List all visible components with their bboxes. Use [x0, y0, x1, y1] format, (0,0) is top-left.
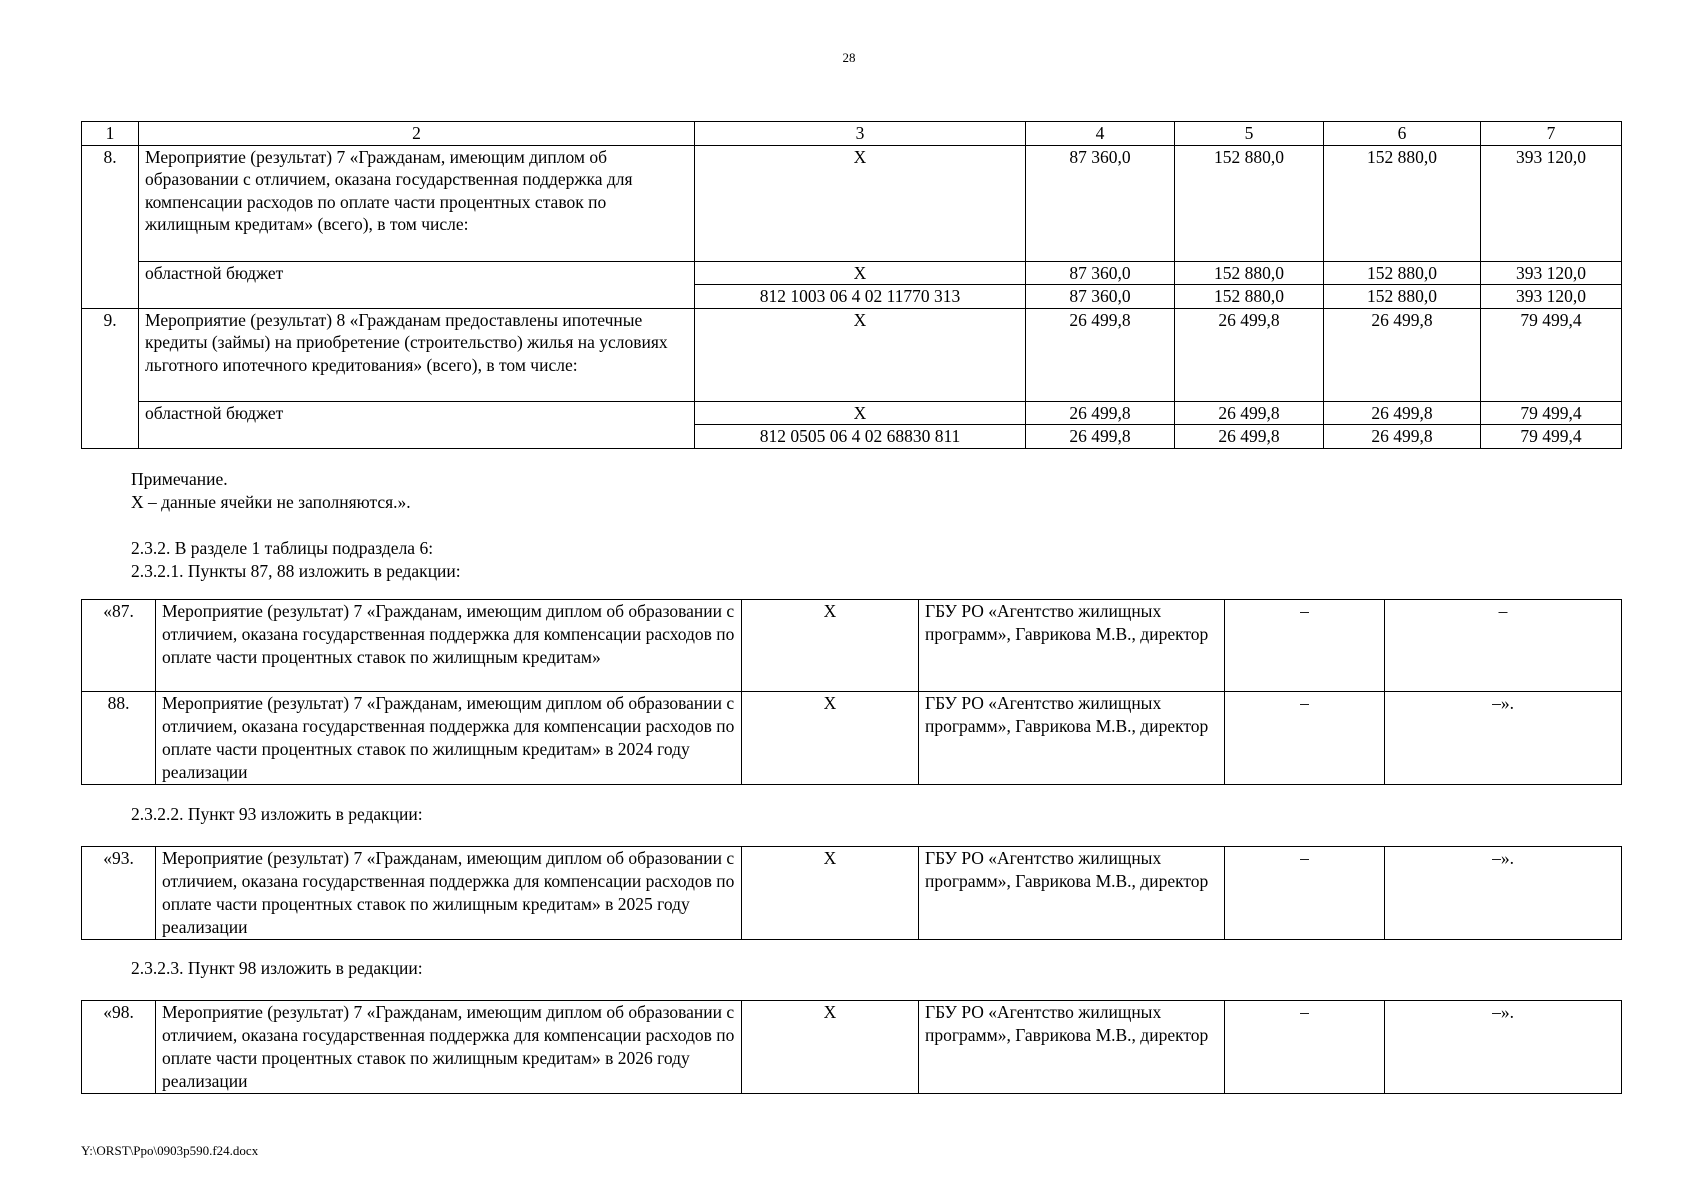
page-number: 28 [842, 50, 856, 65]
value-cell: 152 880,0 [1175, 145, 1324, 261]
header-cell: 2 [139, 122, 695, 146]
responsible-org: ГБУ РО «Агентство жилищных программ», Гаврикова М.В., директор [919, 692, 1225, 785]
paragraph-2-3-2-1: 2.3.2.1. Пункты 87, 88 изложить в редакции: [131, 561, 461, 581]
paragraph-2-3-2: 2.3.2. В разделе 1 таблицы подраздела 6: [131, 538, 434, 558]
row-description: Мероприятие (результат) 7 «Гражданам, имеющим диплом об образовании с отличием, оказана государственная поддержка для компенсации расходов по оплате части процентных ставок по жилищным кредитам» в 2024 году реализации [156, 692, 742, 785]
value-cell: 393 120,0 [1481, 285, 1622, 309]
table-row [82, 145, 1622, 261]
row-description: Мероприятие (результат) 8 «Гражданам предоставлены ипотечные кредиты (займы) на приобретение (строительство) жилья на условиях льготного ипотечного кредитования» (всего), в том числе: [139, 308, 695, 401]
value-cell: 393 120,0 [1481, 261, 1622, 285]
row-description: Мероприятие (результат) 7 «Гражданам, имеющим диплом об образовании с отличием, оказана государственная поддержка для компенсации расходов по оплате части процентных ставок по жилищным кредитам» в 2025 году реализации [156, 847, 742, 940]
value-cell: 79 499,4 [1481, 308, 1622, 401]
dash-cell: – [1225, 600, 1385, 692]
paragraph-2-3-2-2: 2.3.2.2. Пункт 93 изложить в редакции: [131, 804, 423, 824]
finance-table [81, 121, 1622, 449]
table-row [82, 600, 1622, 692]
value-cell: 26 499,8 [1026, 401, 1175, 425]
dash-cell: – [1385, 600, 1622, 692]
header-cell: 7 [1481, 122, 1622, 146]
row-description: Мероприятие (результат) 7 «Гражданам, имеющим диплом об образовании с отличием, оказана государственная поддержка для компенсации расходов по оплате части процентных ставок по жилищным кредитам» [156, 600, 742, 692]
dash-cell: –». [1385, 692, 1622, 785]
sub-label: областной бюджет [139, 261, 695, 308]
row-number: «98. [82, 1001, 156, 1094]
row-number: 8. [82, 145, 139, 308]
table-subrow [82, 401, 1622, 425]
dash-cell: –». [1385, 847, 1622, 940]
value-cell: 152 880,0 [1324, 285, 1481, 309]
table-row [82, 847, 1622, 940]
table-row [82, 692, 1622, 785]
value-cell: 26 499,8 [1175, 308, 1324, 401]
budget-code: Х [695, 145, 1026, 261]
header-cell: 3 [695, 122, 1026, 146]
activity-table [81, 1000, 1622, 1094]
row-number: 9. [82, 308, 139, 448]
value-cell: 26 499,8 [1324, 401, 1481, 425]
value-cell: 26 499,8 [1324, 425, 1481, 449]
activity-table [81, 846, 1622, 940]
header-row [82, 122, 1622, 146]
value-cell: 26 499,8 [1026, 308, 1175, 401]
table-subrow [82, 261, 1622, 285]
value-cell: 152 880,0 [1175, 285, 1324, 309]
dash-cell: –». [1385, 1001, 1622, 1094]
row-number: «93. [82, 847, 156, 940]
note-text: Х – данные ячейки не заполняются.». [131, 492, 411, 512]
value-cell: 152 880,0 [1324, 261, 1481, 285]
row-description: Мероприятие (результат) 7 «Гражданам, имеющим диплом об образовании с отличием, оказана государственная поддержка для компенсации расходов по оплате части процентных ставок по жилищным кредитам» (всего), в том числе: [139, 145, 695, 261]
value-cell: 79 499,4 [1481, 425, 1622, 449]
value-cell: 87 360,0 [1026, 261, 1175, 285]
budget-code: 812 0505 06 4 02 68830 811 [695, 425, 1026, 449]
header-cell: 1 [82, 122, 139, 146]
value-cell: 87 360,0 [1026, 285, 1175, 309]
value-cell: 26 499,8 [1026, 425, 1175, 449]
responsible-org: ГБУ РО «Агентство жилищных программ», Гаврикова М.В., директор [919, 847, 1225, 940]
value-cell: 152 880,0 [1324, 145, 1481, 261]
x-cell: Х [742, 692, 919, 785]
budget-code: Х [695, 308, 1026, 401]
x-cell: Х [742, 600, 919, 692]
table-row [82, 308, 1622, 401]
header-cell: 6 [1324, 122, 1481, 146]
sub-label: областной бюджет [139, 401, 695, 448]
dash-cell: – [1225, 1001, 1385, 1094]
budget-code: Х [695, 261, 1026, 285]
value-cell: 87 360,0 [1026, 145, 1175, 261]
header-cell: 4 [1026, 122, 1175, 146]
paragraph-2-3-2-3: 2.3.2.3. Пункт 98 изложить в редакции: [131, 958, 423, 978]
value-cell: 26 499,8 [1175, 425, 1324, 449]
budget-code: 812 1003 06 4 02 11770 313 [695, 285, 1026, 309]
value-cell: 26 499,8 [1324, 308, 1481, 401]
row-number: 88. [82, 692, 156, 785]
header-cell: 5 [1175, 122, 1324, 146]
dash-cell: – [1225, 847, 1385, 940]
x-cell: Х [742, 847, 919, 940]
x-cell: Х [742, 1001, 919, 1094]
value-cell: 393 120,0 [1481, 145, 1622, 261]
responsible-org: ГБУ РО «Агентство жилищных программ», Гаврикова М.В., директор [919, 1001, 1225, 1094]
value-cell: 152 880,0 [1175, 261, 1324, 285]
value-cell: 79 499,4 [1481, 401, 1622, 425]
dash-cell: – [1225, 692, 1385, 785]
table-row [82, 1001, 1622, 1094]
budget-code: Х [695, 401, 1026, 425]
note-title: Примечание. [131, 469, 228, 489]
value-cell: 26 499,8 [1175, 401, 1324, 425]
responsible-org: ГБУ РО «Агентство жилищных программ», Гаврикова М.В., директор [919, 600, 1225, 692]
activity-table [81, 599, 1622, 785]
row-number: «87. [82, 600, 156, 692]
row-description: Мероприятие (результат) 7 «Гражданам, имеющим диплом об образовании с отличием, оказана государственная поддержка для компенсации расходов по оплате части процентных ставок по жилищным кредитам» в 2026 году реализации [156, 1001, 742, 1094]
footer-file-path: Y:\ORST\Ppo\0903p590.f24.docx [81, 1143, 259, 1158]
